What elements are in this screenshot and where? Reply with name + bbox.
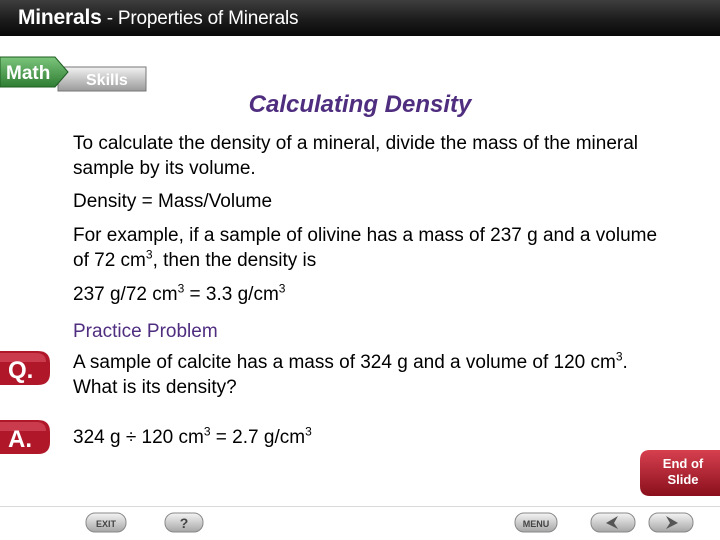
help-button[interactable] — [164, 512, 204, 534]
svg-text:A.: A. — [8, 426, 32, 453]
skills-label: Skills — [86, 72, 128, 89]
presentation-title — [18, 6, 298, 30]
math-label: Math — [6, 63, 51, 84]
example-calculation: 237 g/72 $cm^3 = 3.3$ $g/cm^3$ — [73, 281, 286, 305]
help-icon: ? — [179, 515, 189, 531]
practice-answer: 324 g ÷ 120 $cm^3 = 2.7$ $g/cm^3$ — [73, 424, 312, 448]
footer-divider — [0, 506, 720, 507]
end-of-slide-button[interactable] — [640, 448, 720, 498]
chapter-title: Minerals — [18, 6, 102, 29]
slide-heading: Calculating Density — [248, 91, 472, 118]
answer-badge — [0, 418, 52, 456]
title-bar — [0, 0, 720, 36]
exit-button[interactable] — [85, 512, 127, 534]
intro-paragraph: To calculate the density of a mineral, divide the mass of the mineral sample by its volume. — [73, 133, 639, 179]
svg-text:Q.: Q. — [8, 357, 34, 384]
practice-question: A sample of calcite has a mass of 324 g and a volume of 120 $cm^3$. What is its density? — [73, 349, 628, 398]
svg-text:EXIT: EXIT — [95, 519, 117, 529]
menu-button[interactable] — [514, 512, 558, 534]
example-paragraph: For example, if a sample of olivine has a mass of 237 g and a volume of 72 $cm^3$, then the density is — [73, 225, 658, 271]
previous-slide-button[interactable] — [590, 512, 636, 534]
question-badge — [0, 349, 52, 387]
section-title: - Properties of Minerals — [101, 8, 299, 29]
practice-problem-label: Practice Problem — [73, 321, 218, 342]
density-formula: Density = Mass/Volume — [73, 191, 273, 212]
end-of-slide-line2: Slide — [667, 472, 699, 487]
math-skills-badge — [0, 55, 148, 93]
svg-text:MENU: MENU — [522, 519, 550, 529]
end-of-slide-line1: End of — [662, 456, 704, 471]
next-slide-button[interactable] — [648, 512, 694, 534]
